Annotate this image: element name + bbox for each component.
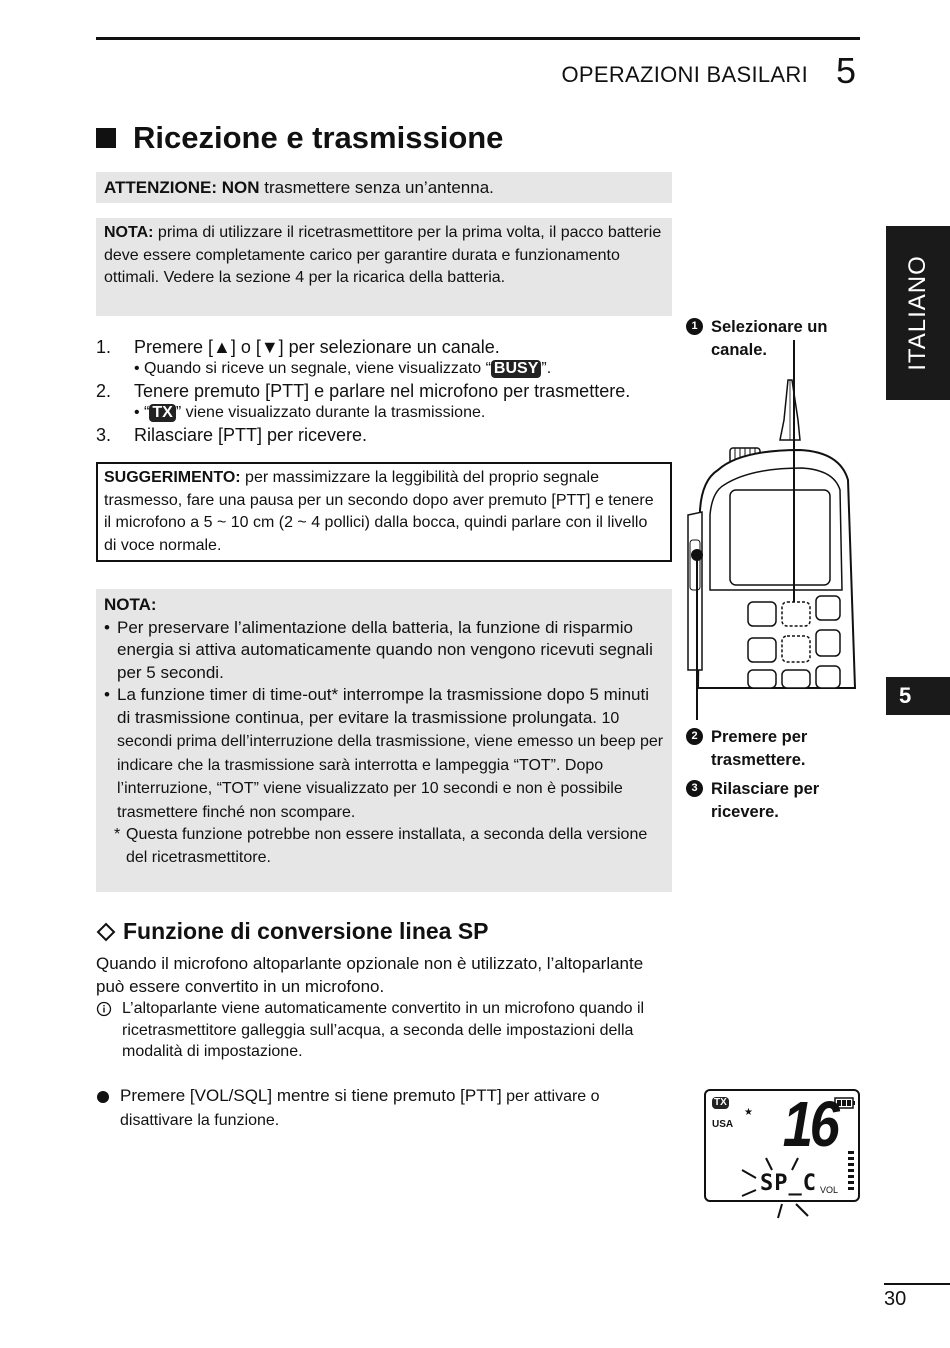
busy-badge: BUSY bbox=[491, 360, 541, 378]
note2-bullet: • Per preservare l’alimentazione della batteria, la funzione di risparmio energia si attiva automaticamente quando non vengono ricevuti segnali per 5 secondi. bbox=[104, 617, 664, 685]
language-tab-text: ITALIANO bbox=[904, 255, 931, 371]
tx-badge: TX bbox=[149, 404, 175, 422]
battery-icon bbox=[834, 1097, 856, 1109]
sp-bullet-text: Premere [VOL/SQL] mentre si tiene premuto [PTT] bbox=[120, 1086, 502, 1105]
note-label: NOTA: bbox=[104, 224, 154, 241]
callout-text: Rilasciare per ricevere. bbox=[711, 780, 820, 821]
note2-bullet: • La funzione timer di time-out* interrompe la trasmissione dopo 5 minuti di trasmissione continua, per evitare la trasmissione prolungata. 10 secondi prima dell’interruzione della trasmissione, viene emesso un beep per indicare che la trasmissione sarà interrotta e lampeggia “TOT”. Dopo l’interruzione, “TOT” viene visualizzato per 10 secondi e non è possibile trasmettere finché non scompare. bbox=[104, 685, 664, 821]
diamond-icon bbox=[96, 922, 116, 942]
subnote-text: • “ bbox=[134, 404, 150, 421]
lcd-tx-indicator: TX bbox=[714, 1097, 727, 1108]
warning-label: ATTENZIONE: NON bbox=[104, 178, 260, 197]
step-number: 2. bbox=[96, 381, 112, 401]
sp-bullet bbox=[96, 1085, 676, 1132]
subsection-body bbox=[96, 953, 676, 1063]
step-subnote bbox=[96, 402, 686, 424]
subnote-text: • Quando si riceve un segnale, viene visualizzato “ bbox=[134, 360, 491, 377]
callout-number: 2 bbox=[686, 728, 703, 745]
step-text: Rilasciare [PTT] per ricevere. bbox=[134, 425, 368, 445]
lcd-mode: SP_C bbox=[760, 1171, 817, 1196]
subnote-text: ”. bbox=[541, 360, 552, 377]
subsection-title-text: Funzione di conversione linea SP bbox=[123, 918, 489, 944]
note-box-2 bbox=[96, 589, 672, 892]
note-box bbox=[96, 218, 672, 316]
note2-footnote bbox=[104, 824, 664, 869]
footnote-mark: * bbox=[114, 826, 121, 843]
callout-transmit bbox=[686, 726, 856, 771]
note-text: prima di utilizzare il ricetrasmettitore per la prima volta, il pacco batterie deve essere completamente carico per garantire durata e funzionamento ottimali. Vedere la sezione 4 per la ricarica della batteria. bbox=[104, 224, 662, 286]
square-bullet-icon bbox=[96, 128, 116, 148]
step-subnote bbox=[96, 358, 686, 380]
note2-bullet-text: La funzione timer di time-out* interrompe la trasmissione dopo 5 minuti di trasmissione continua, per evitare la trasmissione prolungata. bbox=[117, 685, 649, 727]
note2-label: NOTA: bbox=[104, 595, 157, 614]
language-tab bbox=[886, 226, 950, 400]
lcd-region: USA bbox=[712, 1119, 734, 1130]
section-title-text: Ricezione e trasmissione bbox=[133, 120, 504, 155]
step-text: Premere [▲] o [▼] per selezionare un canale. bbox=[134, 337, 500, 357]
warning-box bbox=[96, 172, 672, 203]
callout-text: Premere per trasmettere. bbox=[711, 728, 808, 769]
info-note bbox=[96, 998, 676, 1063]
warning-text: trasmettere senza un’antenna. bbox=[259, 178, 494, 197]
step-number: 3. bbox=[96, 425, 112, 445]
sp-bullet-text-small: per attivare o disattivare la funzione. bbox=[120, 1088, 600, 1129]
chapter-number: 5 bbox=[836, 50, 857, 91]
step-item bbox=[96, 336, 686, 358]
callout-text: Selezionare un canale. bbox=[711, 318, 828, 359]
section-title bbox=[96, 120, 503, 156]
tip-box bbox=[96, 462, 672, 562]
signal-bars-icon bbox=[846, 1151, 856, 1195]
step-text: Tenere premuto [PTT] e parlare nel microfono per trasmettere. bbox=[134, 381, 631, 401]
steps-list bbox=[96, 336, 686, 446]
blink-rays-icon bbox=[736, 1150, 826, 1220]
info-text: L’altoparlante viene automaticamente convertito in un microfono quando il ricetrasmettitore galleggia sull’acqua, a seconda delle impostazioni della modalità di impostazione. bbox=[122, 1000, 645, 1060]
bullet-dot-icon bbox=[97, 1091, 109, 1103]
step-number: 1. bbox=[96, 337, 112, 357]
section-number-tab: 5 bbox=[886, 677, 950, 715]
tip-label: SUGGERIMENTO: bbox=[104, 469, 241, 486]
step-item bbox=[96, 424, 686, 446]
callout-receive bbox=[686, 778, 856, 823]
page-number: 30 bbox=[884, 1288, 907, 1310]
step-item bbox=[96, 380, 686, 402]
chapter-title: OPERAZIONI BASILARI bbox=[561, 62, 808, 87]
callout-number: 1 bbox=[686, 318, 703, 335]
footnote-text: Questa funzione potrebbe non essere installata, a seconda della versione del ricetrasmettitore. bbox=[126, 826, 648, 866]
subsection-title bbox=[96, 918, 489, 945]
note2-bullet-text: Per preservare l’alimentazione della batteria, la funzione di risparmio energia si attiva automaticamente quando non vengono ricevuti segnali per 5 secondi. bbox=[117, 617, 653, 682]
header-rule bbox=[96, 37, 860, 40]
info-icon bbox=[96, 1001, 112, 1017]
lcd-vol-label: VOL bbox=[820, 1185, 839, 1195]
lcd-star-icon: ★ bbox=[744, 1107, 753, 1118]
tip-text: per massimizzare la leggibilità del proprio segnale trasmesso, fare una pausa per un secondo dopo aver premuto [PTT] e tenere il microfono a 5 ~ 10 cm (2 ~ 4 pollici) dalla bocca, quindi parlare con il livello di voce normale. bbox=[104, 469, 654, 554]
callout-number: 3 bbox=[686, 780, 703, 797]
lcd-channel: 16 bbox=[782, 1088, 837, 1160]
note2-bullet-text-small: 10 secondi prima dell’interruzione della trasmissione, viene emesso un beep per indicare che la trasmissione sarà interrotta e lampeggia “TOT”. Dopo l’interruzione, “TOT” viene visualizzato per 10 secondi e non è possibile trasmettere finché non scompare. bbox=[117, 709, 664, 821]
page-number-rule bbox=[884, 1283, 950, 1285]
radio-illustration bbox=[680, 340, 860, 720]
subsection-intro: Quando il microfono altoparlante opzionale non è utilizzato, l’altoparlante può essere convertito in un microfono. bbox=[96, 954, 644, 996]
subnote-text: ” viene visualizzato durante la trasmissione. bbox=[175, 404, 486, 421]
